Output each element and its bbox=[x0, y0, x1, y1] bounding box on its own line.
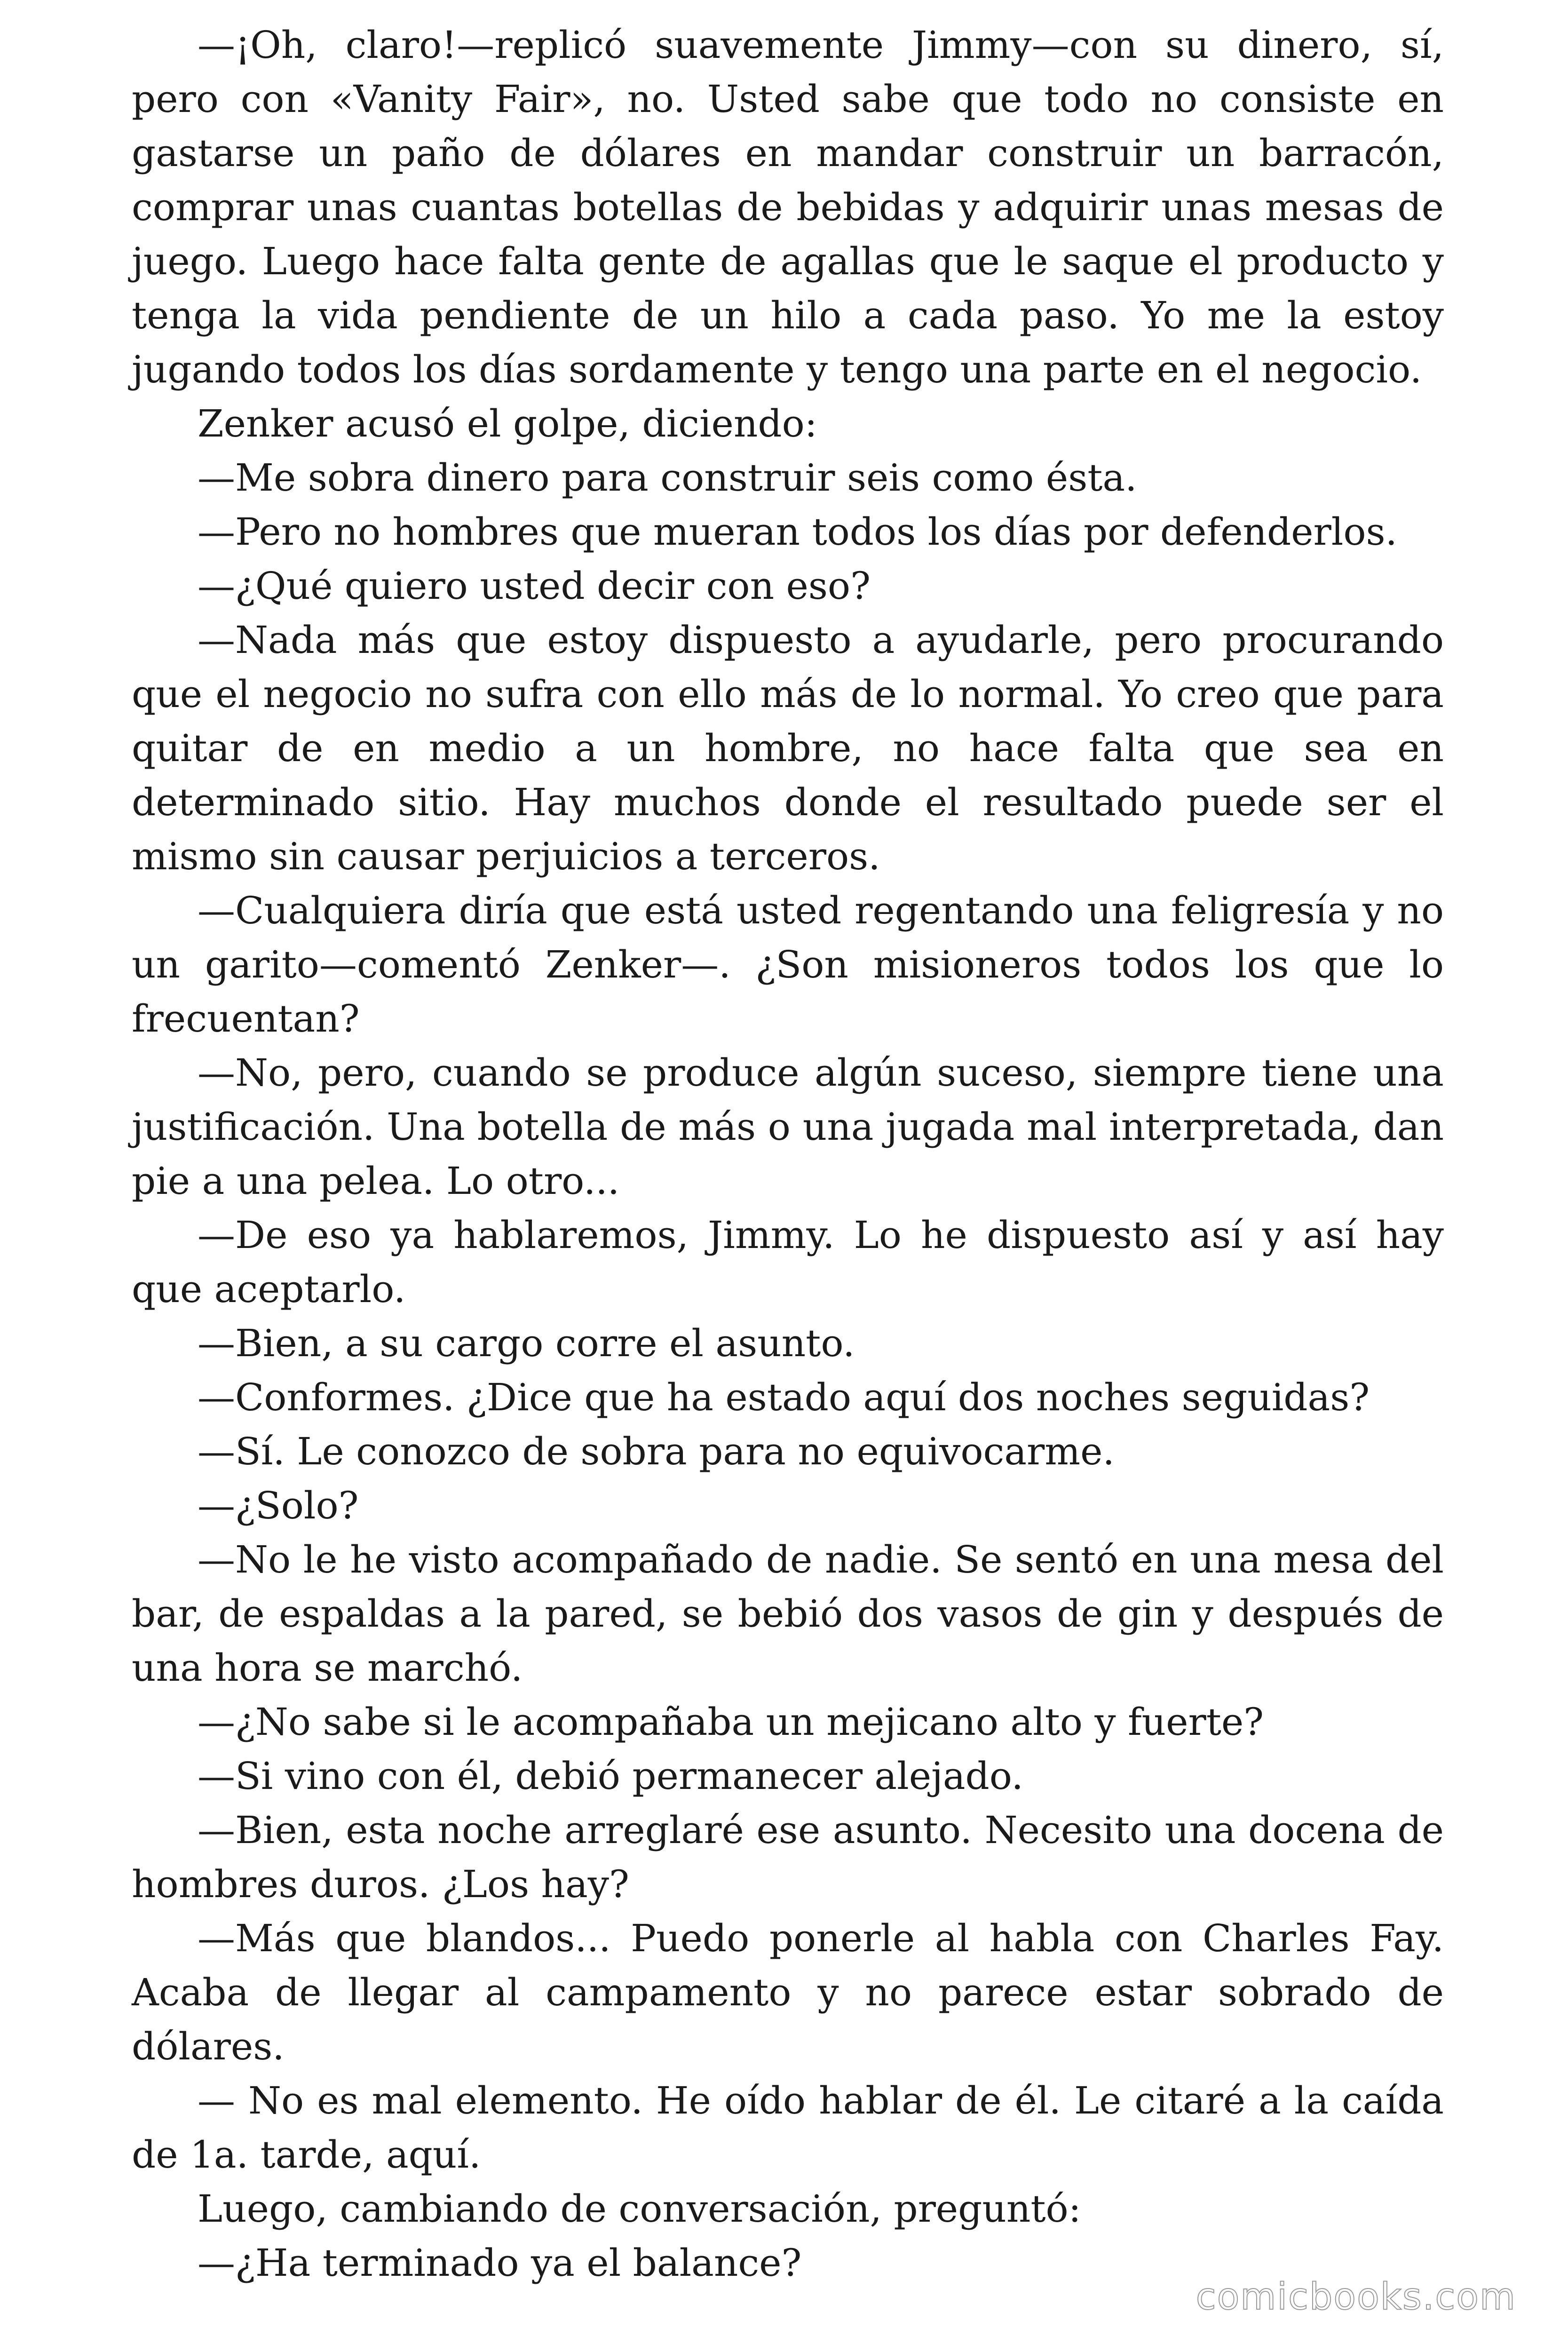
paragraph: —Me sobra dinero para construir seis como ésta. bbox=[198, 456, 1137, 500]
paragraph: — No es mal elemento. He oído hablar de él. Le citaré a la caída de 1a. tarde, aquí. bbox=[132, 2079, 1444, 2177]
paragraph: Luego, cambiando de conversación, preguntó: bbox=[198, 2187, 1081, 2231]
paragraph: —Pero no hombres que mueran todos los días por defenderlos. bbox=[198, 510, 1397, 554]
paragraph: —¿Solo? bbox=[198, 1484, 359, 1527]
watermark: comicbooks.com bbox=[1196, 2276, 1516, 2318]
paragraph: —¿Ha terminado ya el balance? bbox=[198, 2241, 802, 2285]
paragraph: —No, pero, cuando se produce algún suceso, siempre tiene una justificación. Una botella de más o una jugada mal interpretada, dan pie a una pelea. Lo otro... bbox=[132, 1051, 1444, 1203]
paragraph: —Cualquiera diría que está usted regentando una feligresía y no un garito—comentó Zenker—. ¿Son misioneros todos los que lo frecuentan? bbox=[132, 889, 1444, 1041]
paragraph: —¡Oh, claro!—replicó suavemente Jimmy—con su dinero, sí, pero con «Vanity Fair», no. Usted sabe que todo no consiste en gastarse un paño de dólares en mandar construir un barracón, comprar unas cuantas botellas de bebidas y adquirir unas mesas de juego. Luego hace falta gente de agallas que le saque el producto y tenga la vida pendiente de un hilo a cada paso. Yo me la estoy jugando todos los días sordamente y tengo una parte en el negocio. bbox=[132, 23, 1444, 391]
paragraph: —De eso ya hablaremos, Jimmy. Lo he dispuesto así y así hay que aceptarlo. bbox=[132, 1213, 1444, 1311]
paragraph: —Sí. Le conozco de sobra para no equivocarme. bbox=[198, 1430, 1115, 1473]
paragraph: —Bien, a su cargo corre el asunto. bbox=[198, 1321, 855, 1365]
paragraph: —¿No sabe si le acompañaba un mejicano alto y fuerte? bbox=[198, 1700, 1264, 1744]
paragraph: Zenker acusó el golpe, diciendo: bbox=[198, 402, 817, 445]
paragraph: —¿Qué quiero usted decir con eso? bbox=[198, 564, 871, 608]
paragraph: —No le he visto acompañado de nadie. Se sentó en una mesa del bar, de espaldas a la pared, se bebió dos vasos de gin y después de una hora se marchó. bbox=[132, 1538, 1444, 1690]
paragraph: —Bien, esta noche arreglaré ese asunto. Necesito una docena de hombres duros. ¿Los hay? bbox=[132, 1808, 1444, 1906]
paragraph: —Conformes. ¿Dice que ha estado aquí dos noches seguidas? bbox=[198, 1375, 1370, 1419]
paragraph: —Si vino con él, debió permanecer alejado. bbox=[198, 1754, 1023, 1798]
paragraph: —Nada más que estoy dispuesto a ayudarle, pero procurando que el negocio no sufra con ello más de lo normal. Yo creo que para quitar de en medio a un hombre, no hace falta que sea en determinado sitio. Hay muchos donde el resultado puede ser el mismo sin causar perjuicios a terceros. bbox=[132, 618, 1444, 878]
paragraph: —Más que blandos... Puedo ponerle al habla con Charles Fay. Acaba de llegar al campamento y no parece estar sobrado de dólares. bbox=[132, 1916, 1444, 2068]
book-page-text bbox=[132, 18, 1444, 2290]
